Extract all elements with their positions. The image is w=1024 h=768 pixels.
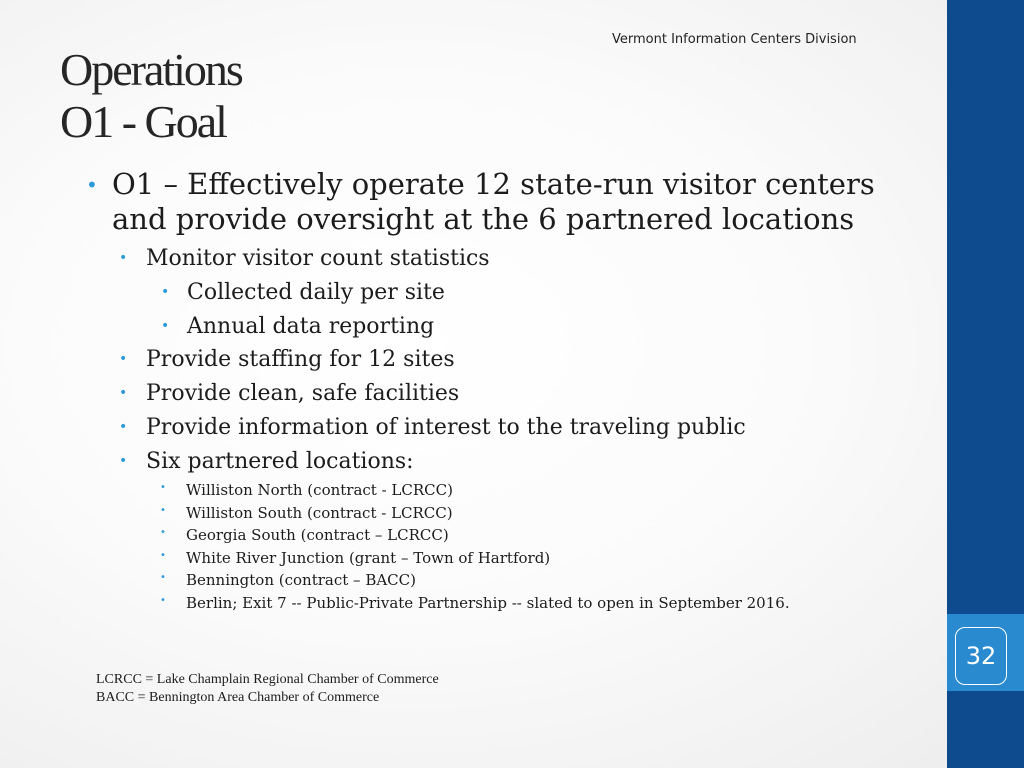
partner-item: Georgia South (contract – LCRCC) <box>186 526 449 544</box>
bullet-icon: • <box>161 284 170 300</box>
bullet-icon: • <box>119 250 128 266</box>
partner-item: Berlin; Exit 7 -- Public-Private Partnership -- slated to open in September 2016. <box>186 594 790 612</box>
partner-item: White River Junction (grant – Town of Hartford) <box>186 549 551 567</box>
partner-item: Williston South (contract - LCRCC) <box>186 504 453 522</box>
partner-item: Williston North (contract - LCRCC) <box>186 481 453 499</box>
slide-title <box>60 44 242 148</box>
bullet-monitor-sub-1: Collected daily per site <box>187 280 445 305</box>
bullet-icon: • <box>160 505 166 516</box>
bullet-icon: • <box>119 351 128 367</box>
bullet-icon: • <box>160 527 166 538</box>
main-bullet-line-1: O1 – Effectively operate 12 state-run visitor centers <box>112 167 875 201</box>
bullet-clean: Provide clean, safe facilities <box>146 381 460 406</box>
title-line-1: Operations <box>60 44 242 95</box>
bullet-icon: • <box>160 572 166 583</box>
bullet-monitor-sub-2: Annual data reporting <box>187 314 435 339</box>
footnote-bacc: BACC = Bennington Area Chamber of Commerce <box>96 690 380 705</box>
bullet-icon: • <box>119 453 128 469</box>
bullet-icon: • <box>160 550 166 561</box>
footnote-lcrcc: LCRCC = Lake Champlain Regional Chamber of Commerce <box>96 672 439 687</box>
bullet-icon: • <box>161 318 170 334</box>
bullet-staffing: Provide staffing for 12 sites <box>146 347 455 372</box>
bullet-monitor: Monitor visitor count statistics <box>146 246 490 271</box>
bullet-info: Provide information of interest to the traveling public <box>146 415 746 440</box>
division-header: Vermont Information Centers Division <box>612 32 857 47</box>
bullet-icon: • <box>119 419 128 435</box>
page-number: 32 <box>965 642 997 670</box>
bullet-icon: • <box>119 385 128 401</box>
bullet-icon: • <box>160 482 166 493</box>
main-bullet-line-2: and provide oversight at the 6 partnered locations <box>112 202 855 236</box>
bullet-partners-heading: Six partnered locations: <box>146 449 414 474</box>
bullet-icon: • <box>160 595 166 606</box>
title-line-2: O1 - Goal <box>60 96 226 147</box>
partner-item: Bennington (contract – BACC) <box>186 571 416 589</box>
bullet-icon: • <box>86 173 98 197</box>
